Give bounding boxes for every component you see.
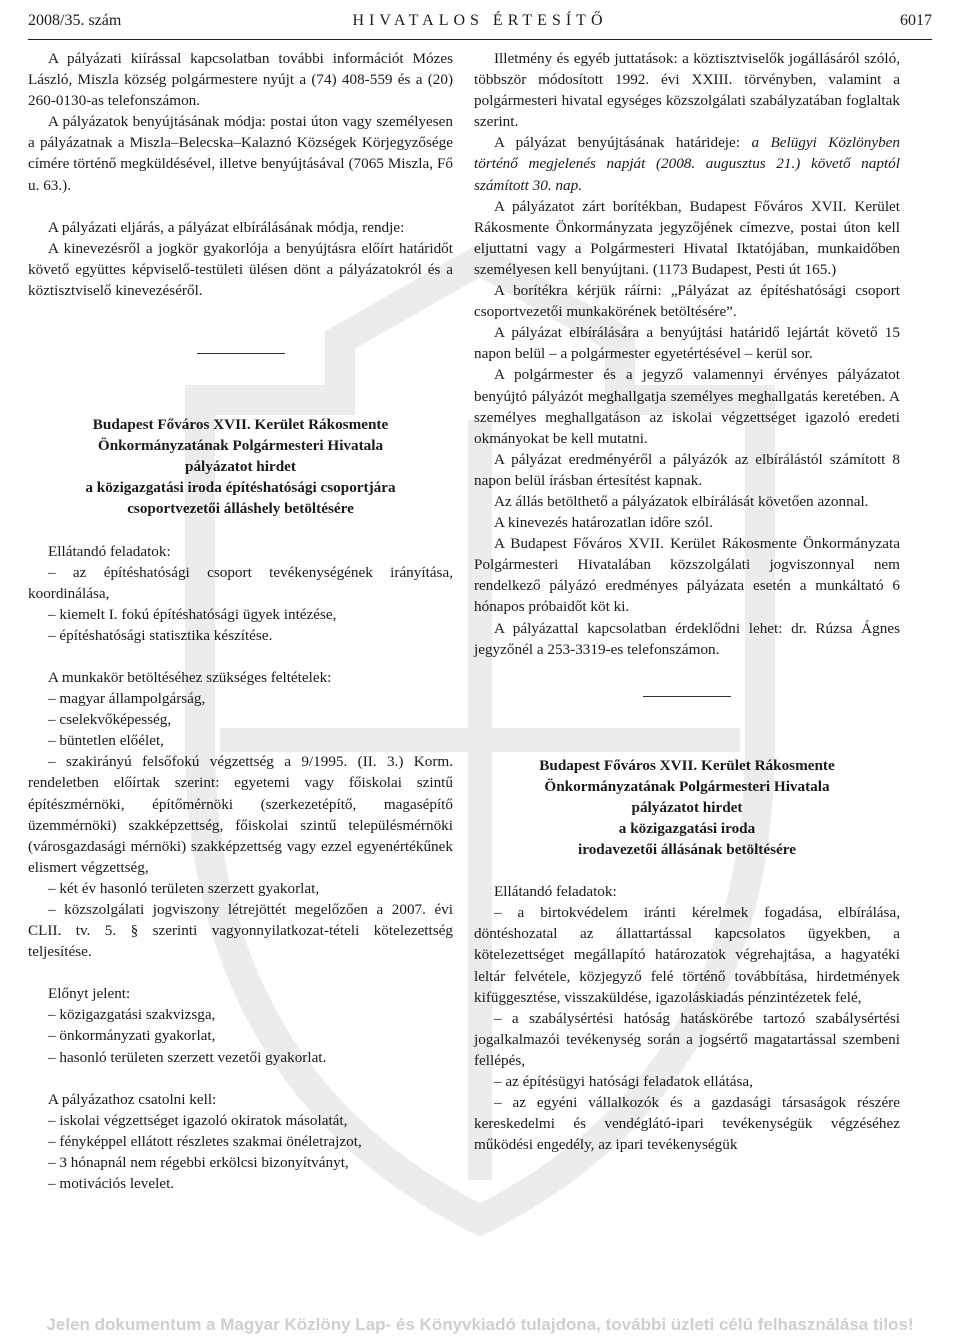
list-item: – önkormányzati gyakorlat, xyxy=(48,1027,216,1045)
list-item: – 3 hónapnál nem régebbi erkölcsi bizonyítványt, xyxy=(48,1153,349,1171)
header-rule xyxy=(28,39,932,40)
section-title: Budapest Főváros XVII. Kerület Rákosmente Önkormányzatának Polgármesteri Hivatala pályázatot hirdet a közigazgatási iroda irodavezetői állásának betöltésére xyxy=(539,756,835,859)
list-item: – iskolai végzettséget igazoló okiratok másolatát, xyxy=(48,1111,348,1129)
journal-title: HIVATALOS ÉRTESÍTŐ xyxy=(352,12,608,29)
list-item: – a birtokvédelem iránti kérelmek fogadása, elbírálása, döntéshozatal az állattartással kapcsolatos ügyekben, a kötelezettséget megállapító határozatok végrehajtása, a hagyatéki leltár felvétele, közjegyző felé történő továbbítása, hirdetmények kifüggesztése, visszaküldése, igazoláskiadás pénzintézetek felé, xyxy=(474,904,900,1006)
copyright-notice: Jelen dokumentum a Magyar Közlöny Lap- és Könyvkiadó tulajdona, további üzleti célú felhasználása tilos! xyxy=(46,1315,914,1334)
page-header xyxy=(28,6,932,36)
list-item: – építéshatósági statisztika készítése. xyxy=(48,626,273,644)
section-title: Budapest Főváros XVII. Kerület Rákosmente Önkormányzatának Polgármesteri Hivatala pályázatot hirdet a közigazgatási iroda építéshatósági csoportjára csoportvezetői álláshely betöltésére xyxy=(85,416,396,518)
right-column xyxy=(474,48,900,1155)
list-item: – szakirányú felsőfokú végzettség a 9/1995. (II. 3.) Korm. rendeletben előírtak szerint: egyetemi vagy főiskolai szintű építészmérnöki, építőmérnöki (szerkezetépítő, magasépítő üzemmérnöki) szakképzettség, főiskolai szintű településmérnöki (városgazdasági mérnöki) szakképzettség vagy ezzel egyenértékűnek elismert végzettség, xyxy=(28,753,453,876)
list-item: – motivációs levelet. xyxy=(48,1175,175,1193)
paragraph: A kinevezésről a jogkör gyakorlója a benyújtásra előírt határidőt követő együttes képviselő-testületi ülésen dönt a pályázatokról és a köztisztviselő kinevezéséről. xyxy=(28,239,453,299)
paragraph: Illetmény és egyéb juttatások: a köztisztviselők jogállásáról szóló, többször módosított 1992. évi XXIII. törvényben, valamint a polgármesteri hivatal egységes közszolgálati szabályzatában foglaltak szerint. xyxy=(474,50,900,131)
paragraph: A kinevezés határozatlan időre szól. xyxy=(494,514,713,532)
paragraph: A pályázati eljárás, a pályázat elbírálásának módja, rendje: xyxy=(48,218,405,236)
left-column xyxy=(28,48,453,1194)
list-item: – az építéshatósági csoport tevékenységének irányítása, koordinálása, xyxy=(28,563,453,602)
paragraph: A pályázat benyújtásának határideje: a Belügyi Közlönyben történő megjelenés napját (2008. augusztus 21.) követő naptól számított 30. nap. xyxy=(474,134,900,194)
paragraph: A pályázattal kapcsolatban érdeklődni lehet: dr. Rúzsa Ágnes jegyzőnél a 253-3319-es telefonszámon. xyxy=(474,619,900,658)
paragraph: A pályázat elbírálására a benyújtási határidő lejártát követő 15 napon belül – a polgármester egyetértésével – kerül sor. xyxy=(474,324,900,363)
list-item: – hasonló területen szerzett vezetői gyakorlat. xyxy=(48,1048,327,1066)
paragraph: A polgármester és a jegyző valamennyi érvényes pályázatot benyújtó pályázót meghallgatja személyes meghallgatás keretében. A személyes meghallgatáson az iskolai végzettséget igazoló eredeti okmányokat be kell mutatni. xyxy=(474,366,900,447)
list-item: – büntetlen előélet, xyxy=(48,732,164,750)
page-number: 6017 xyxy=(900,12,932,29)
paragraph: A pályázat eredményéről a pályázók az elbírálástól számított 8 napon belül írásban értesítést kapnak. xyxy=(474,450,900,489)
list-item: – az egyéni vállalkozók és a gazdasági társaságok részére kereskedelmi és vendéglátó-ipari tevékenységük végzéséhez működési engedély, az ipari tevékenységük xyxy=(474,1094,900,1154)
list-item: – kiemelt I. fokú építéshatósági ügyek intézése, xyxy=(48,605,337,623)
list-item: – cselekvőképesség, xyxy=(48,711,172,729)
list-item: – két év hasonló területen szerzett gyakorlat, xyxy=(48,879,320,897)
paragraph: A pályázatok benyújtásának módja: postai úton vagy személyesen a pályázatnak a Miszla–Belecska–Kalaznó Községek Körjegyzősége címére történő megküldésével, illetve benyújtásával (7065 Miszla, Fő u. 63.). xyxy=(28,113,453,194)
attachments-heading: A pályázathoz csatolni kell: xyxy=(48,1090,217,1108)
list-item: – fényképpel ellátott részletes szakmai önéletrajzot, xyxy=(48,1132,362,1150)
tasks-heading: Ellátandó feladatok: xyxy=(48,542,171,560)
issue-number: 2008/35. szám xyxy=(28,12,122,29)
tasks-heading: Ellátandó feladatok: xyxy=(494,883,617,901)
requirements-heading: A munkakör betöltéséhez szükséges feltételek: xyxy=(48,668,332,686)
list-item: – a szabálysértési hatóság hatáskörébe tartozó szabálysértési jogalkalmazói tevékenység során a jogsértő magatartással szembeni fellépés, xyxy=(474,1009,900,1069)
paragraph: A Budapest Főváros XVII. Kerület Rákosmente Önkormányzata Polgármesteri Hivatalában közszolgálati jogviszonnyal nem rendelkező pályázó eredményes pályázata esetén a munkáltató 6 hónapos próbaidőt köt ki. xyxy=(474,535,900,616)
list-item: – az építésügyi hatósági feladatok ellátása, xyxy=(494,1073,753,1091)
advantages-heading: Előnyt jelent: xyxy=(48,985,131,1003)
list-item: – magyar állampolgárság, xyxy=(48,690,206,708)
list-item: – közszolgálati jogviszony létrejöttét megelőzően a 2007. évi CLII. tv. 5. § szerinti vagyonnyilatkozat-tételi kötelezettség teljesítése. xyxy=(28,901,453,961)
list-item: – közigazgatási szakvizsga, xyxy=(48,1006,216,1024)
paragraph: A borítékra kérjük ráírni: „Pályázat az építéshatósági csoport csoportvezetői munkakörének betöltésére”. xyxy=(474,282,900,321)
paragraph: Az állás betölthető a pályázatok elbírálását követően azonnal. xyxy=(494,492,869,510)
paragraph: A pályázatot zárt borítékban, Budapest Főváros XVII. Kerület Rákosmente Önkormányzata jegyzőjének címezve, postai úton kell eljuttatni vagy a Polgármesteri Hivatal Iktatójában, munkaidőben személyesen kell benyújtani. (1173 Budapest, Pesti út 165.) xyxy=(474,197,900,278)
paragraph: A pályázati kiírással kapcsolatban további információt Mózes László, Miszla község polgármestere nyújt a (74) 408-559 és a (20) 260-0130-as telefonszámon. xyxy=(28,50,453,110)
